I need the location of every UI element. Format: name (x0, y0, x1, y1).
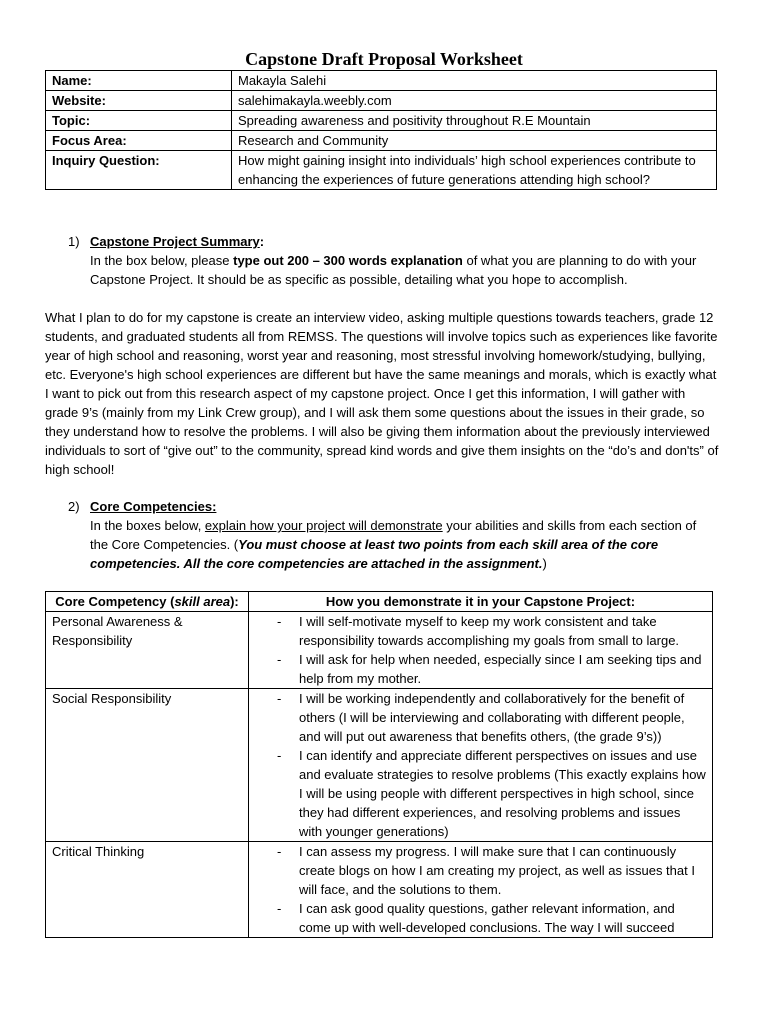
cc-area-label: Social Responsibility (46, 689, 249, 842)
section1-colon: : (259, 234, 265, 249)
cc-header-row (46, 592, 713, 612)
capstone-summary-text: What I plan to do for my capstone is create an interview video, asking multiple questions towards teachers, grade 12 students, and graduated students all from REMSS. The questions will involve topics such as experiences like favorite year of high school and reasoning, worst year and reasoning, most stressful involving homework/studying, bullying, etc. Everyone's high school experiences are different but have the same meanings and morals, which is exactly what I want to pick out from this research aspect of my capstone project. Once I get this information, I will gather with grade 9’s (mainly from my Link Crew group), and I will ask them some questions about the issues in their grade, so they understand how to resolve the problems. I will also be giving them information about the previously interviewed individuals to sort of “give out” to the community, spread kind words and give them insights on the “do’s and don'ts” of high school! (45, 310, 719, 477)
inquiry-question-value: How might gaining insight into individuals’ high school experiences contribute to enhancing the experiences of future generations attending high school? (232, 151, 717, 190)
cc-header-demonstration: How you demonstrate it in your Capstone Project: (249, 592, 713, 612)
cc-point: - I will be working independently and collaboratively for the benefit of others (I will be interviewing and collaborating with different people, and will put out awareness that benefits others, (the grade 9’s)) (277, 691, 685, 744)
section1-title: Capstone Project Summary (90, 234, 260, 249)
name-label: Name: (46, 71, 232, 91)
cc-header-area: Core Competency (skill area): (46, 592, 249, 612)
cc-row-personal (46, 612, 713, 689)
section2-instr-a: In the boxes below, (90, 518, 205, 533)
student-info-table (45, 70, 717, 190)
info-row-inquiry-question (46, 151, 717, 190)
cc-row-social (46, 689, 713, 842)
core-competencies-table (45, 591, 713, 938)
focus-area-label: Focus Area: (46, 131, 232, 151)
topic-value: Spreading awareness and positivity throughout R.E Mountain (232, 111, 717, 131)
cc-area-label: Personal Awareness & Responsibility (46, 612, 249, 689)
cc-points-cell (249, 842, 713, 938)
cc-point: - I will ask for help when needed, especially since I am seeking tips and help from my mother. (277, 652, 702, 686)
section2-instr-b: your abilities and skills from each section of the Core Competencies. ( (90, 518, 697, 552)
section1-number: 1) (68, 234, 80, 249)
info-row-topic (46, 111, 717, 131)
info-row-website (46, 91, 717, 111)
inquiry-question-label: Inquiry Question: (46, 151, 232, 190)
topic-label: Topic: (46, 111, 232, 131)
page-title: Capstone Draft Proposal Worksheet (245, 49, 523, 69)
section2-instr-bolditalic: You must choose at least two points from each skill area of the core competencies. All the core competencies are attached in the assignment. (90, 537, 659, 571)
section2-title: Core Competencies: (90, 499, 217, 514)
website-value: salehimakayla.weebly.com (232, 91, 717, 111)
section1-heading (68, 232, 264, 251)
section1-instr-bold: type out 200 – 300 words explanation (233, 253, 463, 268)
cc-point: - I can identify and appreciate different perspectives on issues and use and evaluate strategies to resolve problems (This exactly explains how I will be using people with different perspectives in high school, since they had different experiences, and resolving problems and issues with younger generations) (277, 748, 706, 839)
cc-point: - I can ask good quality questions, gather relevant information, and come up with well-developed conclusions. The way I will succeed (277, 901, 675, 935)
focus-area-value: Research and Community (232, 131, 717, 151)
info-row-focus-area (46, 131, 717, 151)
section1-instr-b: of what you are planning to do with your Capstone Project. It should be as specific as possible, detailing what you hope to accomplish. (90, 253, 697, 287)
cc-point: - I will self-motivate myself to keep my work consistent and take responsibility towards accomplishing my goals from small to large. (277, 614, 680, 648)
cc-points-cell (249, 689, 713, 842)
website-label: Website: (46, 91, 232, 111)
section2-number: 2) (68, 499, 80, 514)
section1-instructions (90, 251, 710, 289)
cc-point: - I can assess my progress. I will make sure that I can continuously create blogs on how I am creating my project, as well as issues that I will face, and the solutions to them. (277, 844, 695, 897)
page-bottom-margin (0, 974, 768, 1024)
cc-area-label: Critical Thinking (46, 842, 249, 938)
cc-row-critical (46, 842, 713, 938)
section2-instr-underline: explain how your project will demonstrate (204, 518, 443, 533)
cc-points-cell (249, 612, 713, 689)
section2-instr-c: ) (542, 556, 547, 571)
section2-heading (68, 497, 216, 516)
section2-instructions (90, 516, 710, 573)
section1-instr-a: In the box below, please (90, 253, 234, 268)
name-value: Makayla Salehi (232, 71, 717, 91)
info-row-name (46, 71, 717, 91)
